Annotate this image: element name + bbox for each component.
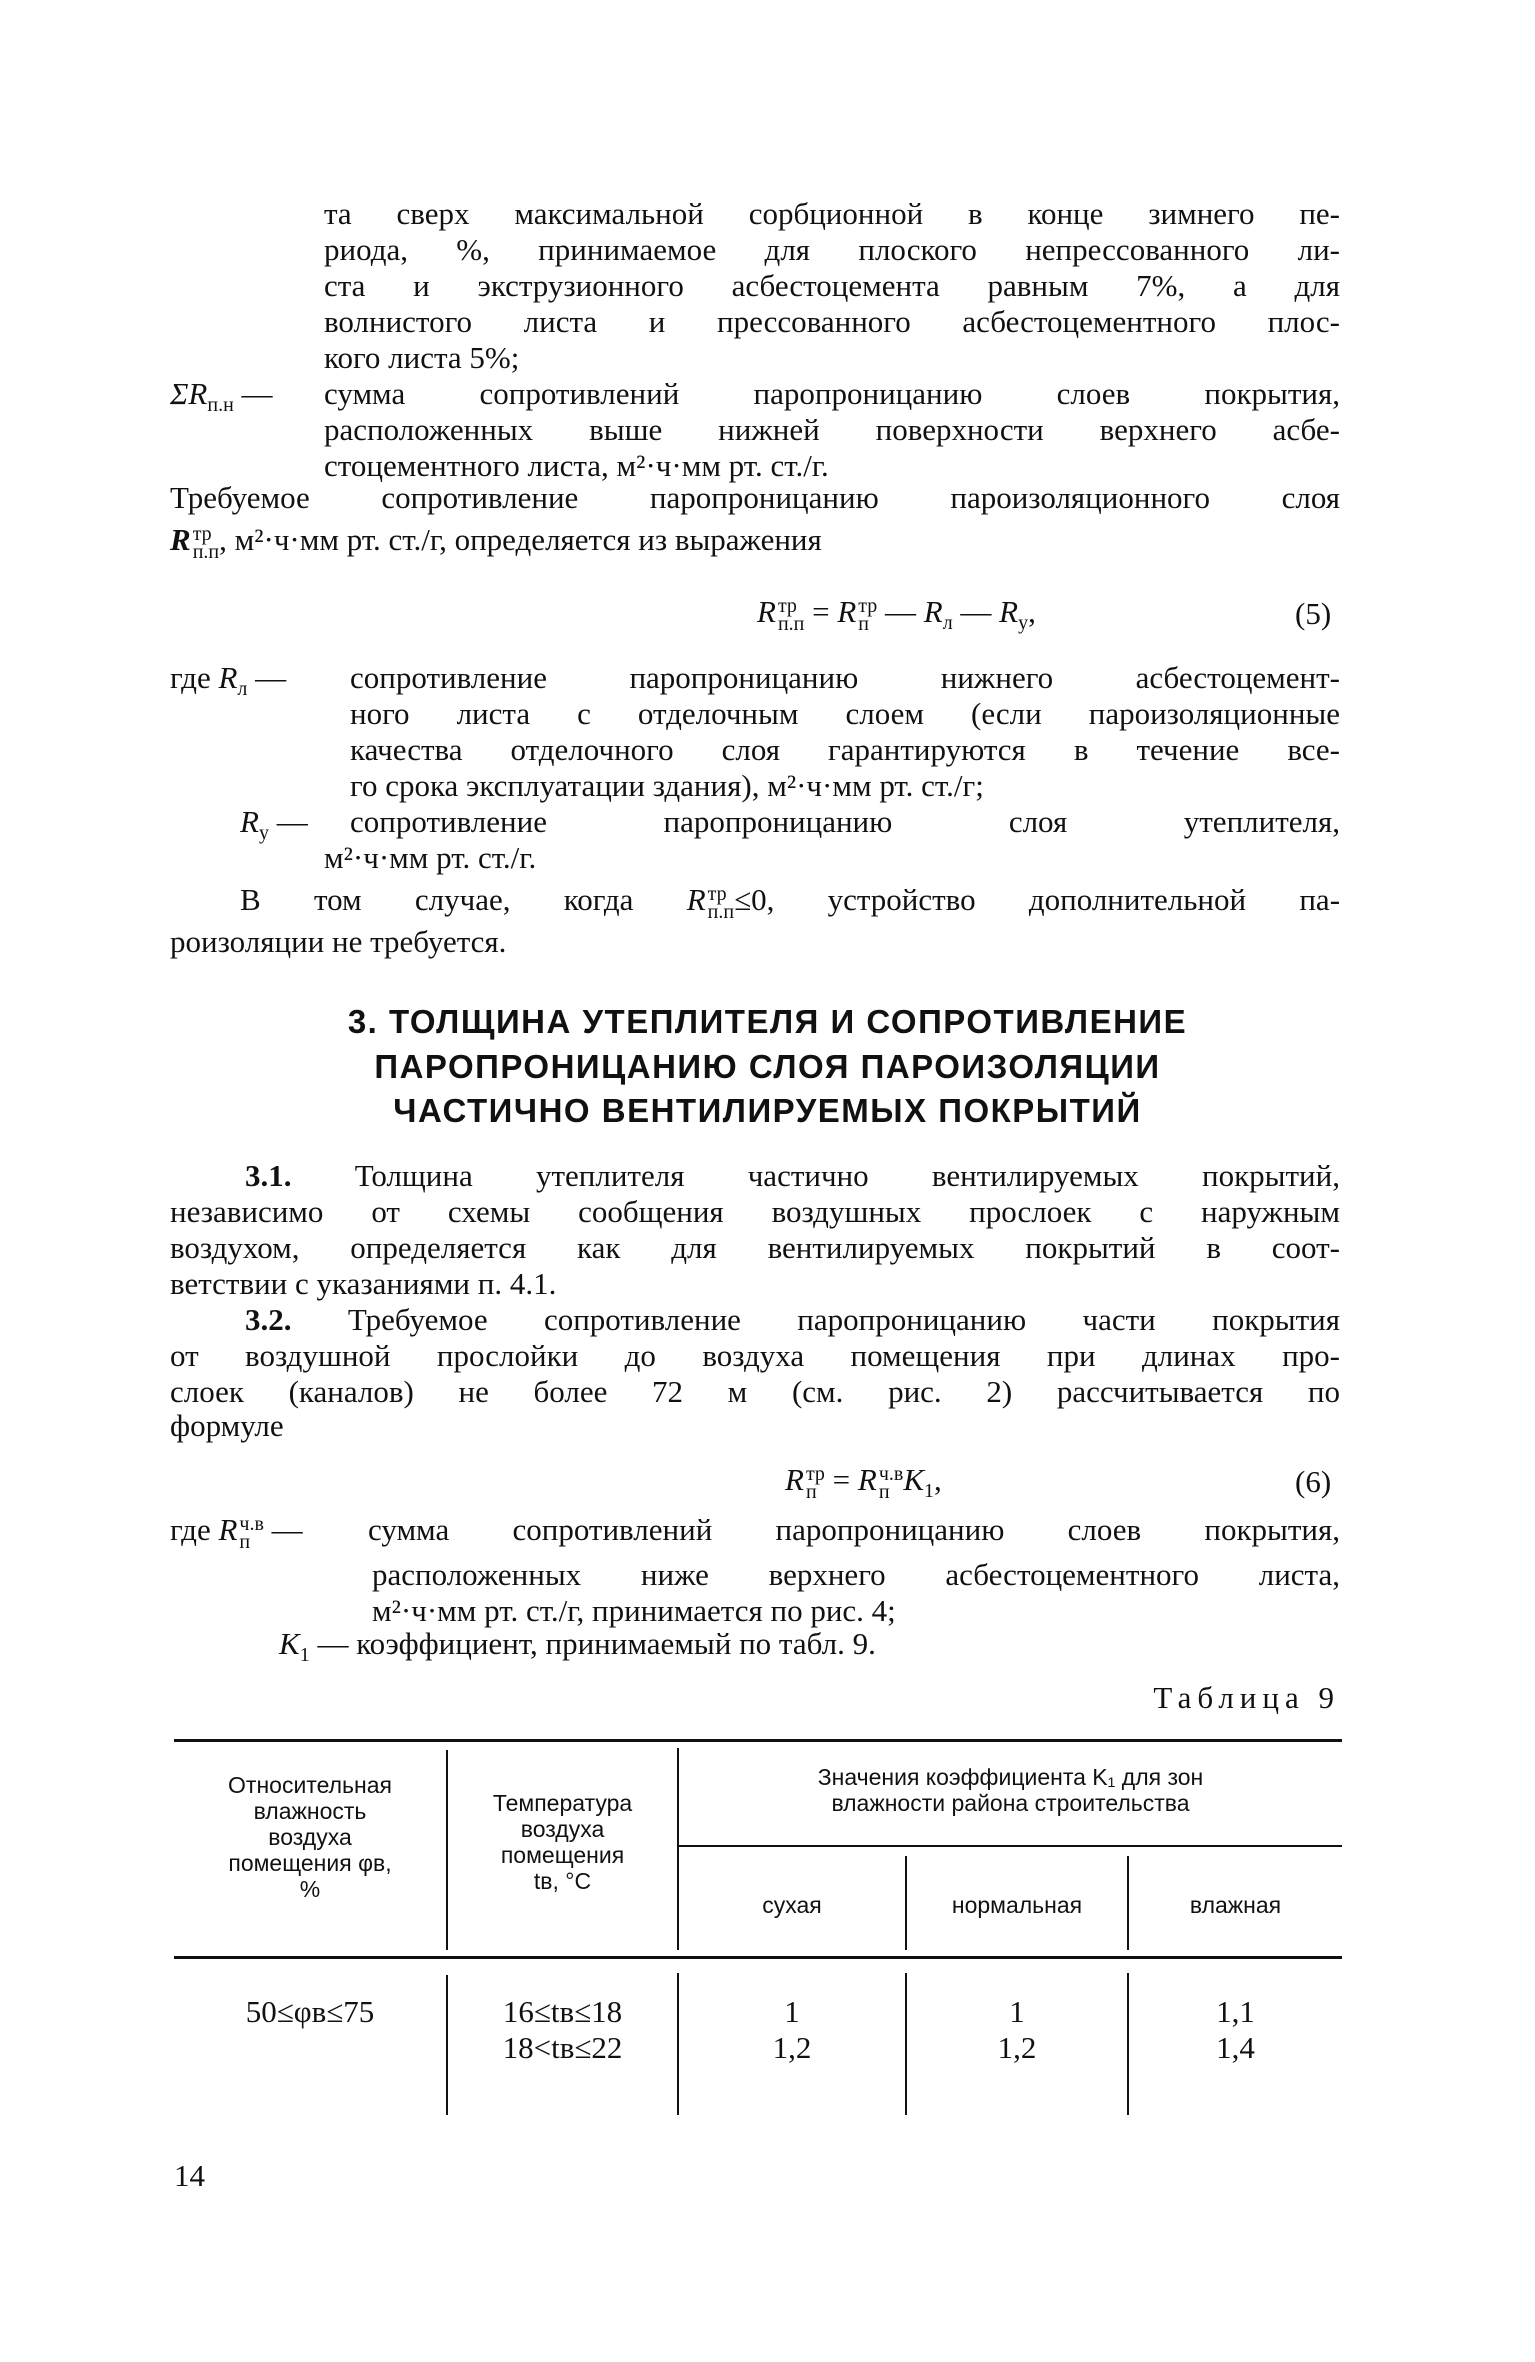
symbol: R <box>999 594 1019 629</box>
symbol: R <box>785 1462 804 1497</box>
text-line: роизоляции не требуется. <box>170 924 507 959</box>
header-line: воздуха <box>520 1816 605 1842</box>
symbol-superscript: тр <box>192 522 212 545</box>
superscript: ч.в <box>878 1462 904 1485</box>
header-line: влажность <box>253 1798 367 1824</box>
text-line: формуле <box>170 1408 284 1443</box>
symbol <box>170 1512 303 1551</box>
symbol-main: R <box>170 522 191 557</box>
text-line: расположенных выше нижней поверхности верхнего асбе- <box>324 412 1340 447</box>
text-line <box>245 1302 1340 1338</box>
dash: — <box>317 1626 349 1661</box>
cell-line: 1 <box>784 1994 800 2029</box>
cell-line: 1,2 <box>772 2030 812 2065</box>
text-line: расположенных ниже верхнего асбестоцементного листа, <box>372 1557 1340 1592</box>
header-dry: сухая <box>762 1892 822 1918</box>
cell-line: 1 <box>1009 1994 1025 2029</box>
cell-line: 1,2 <box>997 2030 1037 2065</box>
symbol <box>240 804 308 844</box>
symbol-superscript: ч.в <box>239 1512 264 1535</box>
symbol-subscript: л <box>237 678 248 700</box>
superscript: тр <box>805 1462 825 1485</box>
text-line: сопротивление паропроницанию слоя утеплителя, <box>350 804 1340 839</box>
equation-number: (6) <box>1295 1464 1332 1499</box>
cell-temperature <box>448 1994 677 2066</box>
symbol: R <box>923 594 943 629</box>
symbol-subscript: п.п <box>192 540 220 563</box>
text: Толщина утеплителя частично вентилируемых покрытий, <box>354 1158 1340 1193</box>
operator: — <box>952 594 1000 629</box>
subscript: п <box>878 1480 890 1503</box>
symbol-main: ΣR <box>170 376 208 411</box>
cell-humidity: 50≤φв≤75 <box>245 1994 375 2029</box>
header-line: Значения коэффициента K₁ для зон <box>817 1764 1204 1790</box>
cell-line: 18<tв≤22 <box>502 2030 623 2065</box>
text-line: сумма сопротивлений паропроницанию слоев покрытия, <box>324 376 1340 411</box>
text-line <box>240 882 1340 921</box>
symbol: R <box>757 594 776 629</box>
symbol-subscript: п <box>239 1530 251 1553</box>
page-number: 14 <box>174 2158 205 2193</box>
table-group-rule <box>677 1845 1342 1847</box>
symbol: K <box>903 1462 925 1497</box>
table-header-rule <box>174 1956 1342 1959</box>
operator: — <box>877 594 924 629</box>
table-caption: Таблица 9 <box>1153 1680 1340 1715</box>
operator: = <box>804 594 838 629</box>
symbol-subscript: у <box>258 822 269 844</box>
superscript: тр <box>777 594 797 617</box>
subscript: п.п <box>777 612 805 635</box>
text-line: сумма сопротивлений паропроницанию слоев покрытия, <box>368 1512 1340 1547</box>
symbol-main: R <box>686 882 706 917</box>
table-top-rule <box>174 1739 1342 1742</box>
text-line: та сверх максимальной сорбционной в конце зимнего пе- <box>324 196 1340 231</box>
text: Требуемое сопротивление паропроницанию части покрытия <box>347 1302 1340 1337</box>
superscript: тр <box>858 594 878 617</box>
text: коэффициент, принимаемый по табл. 9. <box>356 1626 876 1661</box>
text: ≤0, устройство дополнительной па- <box>734 882 1341 917</box>
text-line: ветствии с указаниями п. 4.1. <box>170 1266 557 1301</box>
text-line: слоек (каналов) не более 72 м (см. рис. 2) рассчитывается по <box>170 1374 1340 1409</box>
dash: — <box>276 804 308 839</box>
dash: — <box>241 376 273 411</box>
dash: — <box>255 660 287 695</box>
text-line: ста и экструзионного асбестоцемента равным 7%, а для <box>324 268 1340 303</box>
text-line: Требуемое сопротивление паропроницанию пароизоляционного слоя <box>170 480 1340 515</box>
symbol-main: K <box>279 1626 300 1661</box>
subscript: 1 <box>924 1480 935 1502</box>
text: , м²·ч·мм рт. ст./г, определяется из выражения <box>219 522 822 557</box>
header-line: tв, °С <box>533 1868 592 1894</box>
subscript: л <box>942 612 953 634</box>
clause-number: 3.2. <box>245 1302 292 1337</box>
subscript: п <box>805 1480 817 1503</box>
cell-line: 1,4 <box>1216 2030 1255 2065</box>
symbol <box>170 660 286 700</box>
text-line: волнистого листа и прессованного асбестоцементного плос- <box>324 304 1340 339</box>
cell-normal <box>907 1994 1127 2066</box>
symbol-subscript: п.н <box>207 394 234 416</box>
symbol-subscript: 1 <box>299 1644 310 1666</box>
formula <box>757 594 1036 634</box>
text-line <box>170 522 822 561</box>
where-word: где <box>170 660 211 695</box>
text-line <box>279 1626 876 1666</box>
punctuation: , <box>934 1462 942 1497</box>
symbol-main: R <box>218 1512 238 1547</box>
cell-line: 16≤tв≤18 <box>502 1994 623 2029</box>
dash: — <box>271 1512 303 1547</box>
text-line <box>245 1158 1340 1194</box>
header-line: помещения <box>500 1842 625 1868</box>
text-line: кого листа 5%; <box>324 340 520 375</box>
text-line: стоцементного листа, м²·ч·мм рт. ст./г. <box>324 448 829 483</box>
cell-line: 1,1 <box>1216 1994 1255 2029</box>
symbol <box>170 376 273 416</box>
text: В том случае, когда <box>240 882 634 917</box>
header-line: помещения φв, <box>228 1850 392 1876</box>
header-temperature <box>448 1790 677 1894</box>
header-normal: нормальная <box>951 1892 1083 1918</box>
symbol-main: R <box>218 660 238 695</box>
header-line: воздуха <box>268 1824 352 1850</box>
symbol: R <box>837 594 857 629</box>
symbol-subscript: п.п <box>707 900 735 923</box>
heading-line: ЧАСТИЧНО ВЕНТИЛИРУЕМЫХ ПОКРЫТИЙ <box>393 1092 1142 1129</box>
formula <box>785 1462 942 1502</box>
heading-line: ПАРОПРОНИЦАНИЮ СЛОЯ ПАРОИЗОЛЯЦИИ <box>374 1048 1161 1085</box>
operator: = <box>824 1462 858 1497</box>
text-line: го срока эксплуатации здания), м²·ч·мм рт. ст./г; <box>350 768 984 803</box>
text-line: от воздушной прослойки до воздуха помещения при длинах про- <box>170 1338 1340 1373</box>
header-line: влажности района строительства <box>831 1790 1190 1816</box>
text-line: воздухом, определяется как для вентилируемых покрытий в соот- <box>170 1230 1340 1265</box>
symbol-main: R <box>240 804 259 839</box>
text-line: независимо от схемы сообщения воздушных прослоек с наружным <box>170 1194 1340 1229</box>
header-line: Относительная <box>228 1772 392 1798</box>
header-line: % <box>299 1876 321 1902</box>
heading-line: 3. ТОЛЩИНА УТЕПЛИТЕЛЯ И СОПРОТИВЛЕНИЕ <box>347 1003 1188 1040</box>
symbol-superscript: тр <box>707 882 727 905</box>
clause-number: 3.1. <box>245 1158 292 1193</box>
text-line: риода, %, принимаемое для плоского непрессованного ли- <box>324 232 1340 267</box>
subscript: п <box>858 612 869 635</box>
punctuation: , <box>1028 594 1036 629</box>
header-wet: влажная <box>1189 1892 1282 1918</box>
header-group-k1 <box>679 1764 1342 1816</box>
subscript: у <box>1018 612 1029 634</box>
text-line: качества отделочного слоя гарантируются в течение все- <box>350 732 1340 767</box>
cell-wet <box>1129 1994 1342 2066</box>
cell-dry <box>679 1994 905 2066</box>
text-line: м²·ч·мм рт. ст./г, принимается по рис. 4; <box>372 1593 896 1628</box>
text-line: сопротивление паропроницанию нижнего асбестоцемент- <box>350 660 1340 695</box>
text-line: ного листа с отделочным слоем (если пароизоляционные <box>350 696 1340 731</box>
symbol: R <box>857 1462 877 1497</box>
text-line: м²·ч·мм рт. ст./г. <box>324 840 537 875</box>
equation-number: (5) <box>1295 596 1332 631</box>
header-line: Температура <box>492 1790 633 1816</box>
header-humidity <box>174 1772 446 1902</box>
where-word: где <box>170 1512 211 1547</box>
